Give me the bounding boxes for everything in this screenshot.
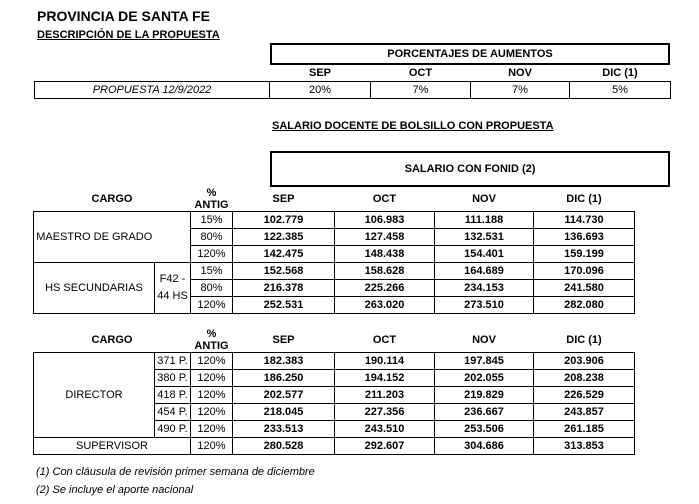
aumentos-box-title: PORCENTAJES DE AUMENTOS	[270, 43, 670, 65]
secundarias-sub-line2: 44 HS	[157, 290, 188, 302]
aumentos-row	[35, 81, 671, 98]
header-oct: OCT	[372, 334, 397, 346]
aumento-sep: 20%	[270, 81, 371, 98]
directivos-header-row	[34, 328, 635, 353]
header-nov: NOV	[472, 334, 496, 346]
aumentos-header-row	[35, 65, 671, 81]
header-dic: DIC (1)	[566, 193, 602, 205]
puntos-cell: 380 P.	[155, 370, 191, 387]
maestro-label: MAESTRO DE GRADO	[34, 212, 155, 263]
value-cell: 226.529	[534, 387, 635, 404]
propuesta-label: PROPUESTA 12/9/2022	[35, 81, 270, 98]
value-cell: 158.628	[335, 263, 435, 280]
value-cell: 132.531	[435, 229, 534, 246]
value-cell: 304.686	[435, 438, 534, 455]
value-cell: 225.266	[335, 280, 435, 297]
value-cell: 136.693	[534, 229, 635, 246]
footnote-2: (2) Se incluye el aporte nacional	[36, 484, 194, 496]
table-row	[34, 353, 635, 370]
value-cell: 218.045	[233, 404, 335, 421]
table-row	[34, 438, 635, 455]
col-dic: DIC (1)	[602, 66, 638, 79]
value-cell: 282.080	[534, 297, 635, 314]
header-cargo: CARGO	[91, 193, 133, 205]
header-antig: % ANTIG	[194, 328, 229, 352]
value-cell: 197.845	[435, 353, 534, 370]
value-cell: 253.506	[435, 421, 534, 438]
value-cell: 292.607	[335, 438, 435, 455]
value-cell: 234.153	[435, 280, 534, 297]
value-cell: 154.401	[435, 246, 534, 263]
value-cell: 122.385	[233, 229, 335, 246]
value-cell: 202.055	[435, 370, 534, 387]
antig-cell: 80%	[191, 229, 233, 246]
director-label: DIRECTOR	[34, 353, 155, 438]
salario-header-row	[34, 187, 635, 212]
value-cell: 142.475	[233, 246, 335, 263]
antig-cell: 120%	[191, 370, 233, 387]
value-cell: 182.383	[233, 353, 335, 370]
puntos-cell: 454 P.	[155, 404, 191, 421]
antig-cell: 120%	[191, 421, 233, 438]
antig-cell: 80%	[191, 280, 233, 297]
value-cell: 216.378	[233, 280, 335, 297]
header-antig: % ANTIG	[194, 187, 229, 211]
value-cell: 263.020	[335, 297, 435, 314]
value-cell: 243.510	[335, 421, 435, 438]
value-cell: 227.356	[335, 404, 435, 421]
col-sep: SEP	[308, 66, 331, 79]
antig-cell: 15%	[191, 263, 233, 280]
secundarias-label: HS SECUNDARIAS	[34, 263, 155, 314]
value-cell: 261.185	[534, 421, 635, 438]
value-cell: 202.577	[233, 387, 335, 404]
value-cell: 273.510	[435, 297, 534, 314]
antig-cell: 120%	[191, 353, 233, 370]
value-cell: 127.458	[335, 229, 435, 246]
aumento-nov: 7%	[471, 81, 570, 98]
header-nov: NOV	[472, 193, 496, 205]
puntos-cell: 490 P.	[155, 421, 191, 438]
header-sep: SEP	[272, 193, 295, 205]
antig-cell: 120%	[191, 387, 233, 404]
value-cell: 194.152	[335, 370, 435, 387]
value-cell: 114.730	[534, 212, 635, 229]
aumentos-table	[34, 65, 671, 99]
value-cell: 211.203	[335, 387, 435, 404]
antig-cell: 120%	[191, 438, 233, 455]
salario-section-title: SALARIO DOCENTE DE BOLSILLO CON PROPUESTA	[272, 120, 554, 132]
directivos-table	[33, 328, 635, 455]
value-cell: 233.513	[233, 421, 335, 438]
header-cargo: CARGO	[91, 334, 133, 346]
value-cell: 241.580	[534, 280, 635, 297]
value-cell: 252.531	[233, 297, 335, 314]
value-cell: 208.238	[534, 370, 635, 387]
value-cell: 186.250	[233, 370, 335, 387]
value-cell: 164.689	[435, 263, 534, 280]
value-cell: 313.853	[534, 438, 635, 455]
value-cell: 102.779	[233, 212, 335, 229]
header-sep: SEP	[272, 334, 295, 346]
value-cell: 148.438	[335, 246, 435, 263]
aumento-oct: 7%	[371, 81, 471, 98]
col-oct: OCT	[408, 66, 433, 79]
value-cell: 106.983	[335, 212, 435, 229]
col-nov: NOV	[508, 66, 532, 79]
value-cell: 170.096	[534, 263, 635, 280]
value-cell: 219.829	[435, 387, 534, 404]
aumento-dic: 5%	[570, 81, 671, 98]
puntos-cell: 418 P.	[155, 387, 191, 404]
puntos-cell: 371 P.	[155, 353, 191, 370]
value-cell: 190.114	[335, 353, 435, 370]
maestro-sub-cell	[155, 212, 191, 263]
secundarias-sub-line1: F42 -	[159, 273, 186, 285]
antig-cell: 15%	[191, 212, 233, 229]
antig-cell: 120%	[191, 404, 233, 421]
header-oct: OCT	[372, 193, 397, 205]
value-cell: 111.188	[435, 212, 534, 229]
salario-box-title: SALARIO CON FONID (2)	[270, 151, 670, 187]
page-subtitle: DESCRIPCIÓN DE LA PROPUESTA	[37, 29, 220, 41]
value-cell: 236.667	[435, 404, 534, 421]
supervisor-label: SUPERVISOR	[34, 438, 191, 455]
header-dic: DIC (1)	[566, 334, 602, 346]
antig-cell: 120%	[191, 297, 233, 314]
value-cell: 152.568	[233, 263, 335, 280]
secundarias-sub-cell	[155, 263, 191, 314]
table-row	[34, 263, 635, 280]
footnote-1: (1) Con cláusula de revisión primer semana de diciembre	[36, 466, 315, 478]
value-cell: 159.199	[534, 246, 635, 263]
value-cell: 203.906	[534, 353, 635, 370]
salario-table	[33, 187, 635, 314]
antig-cell: 120%	[191, 246, 233, 263]
value-cell: 280.528	[233, 438, 335, 455]
value-cell: 243.857	[534, 404, 635, 421]
page-title: PROVINCIA DE SANTA FE	[37, 8, 210, 24]
table-row	[34, 212, 635, 229]
